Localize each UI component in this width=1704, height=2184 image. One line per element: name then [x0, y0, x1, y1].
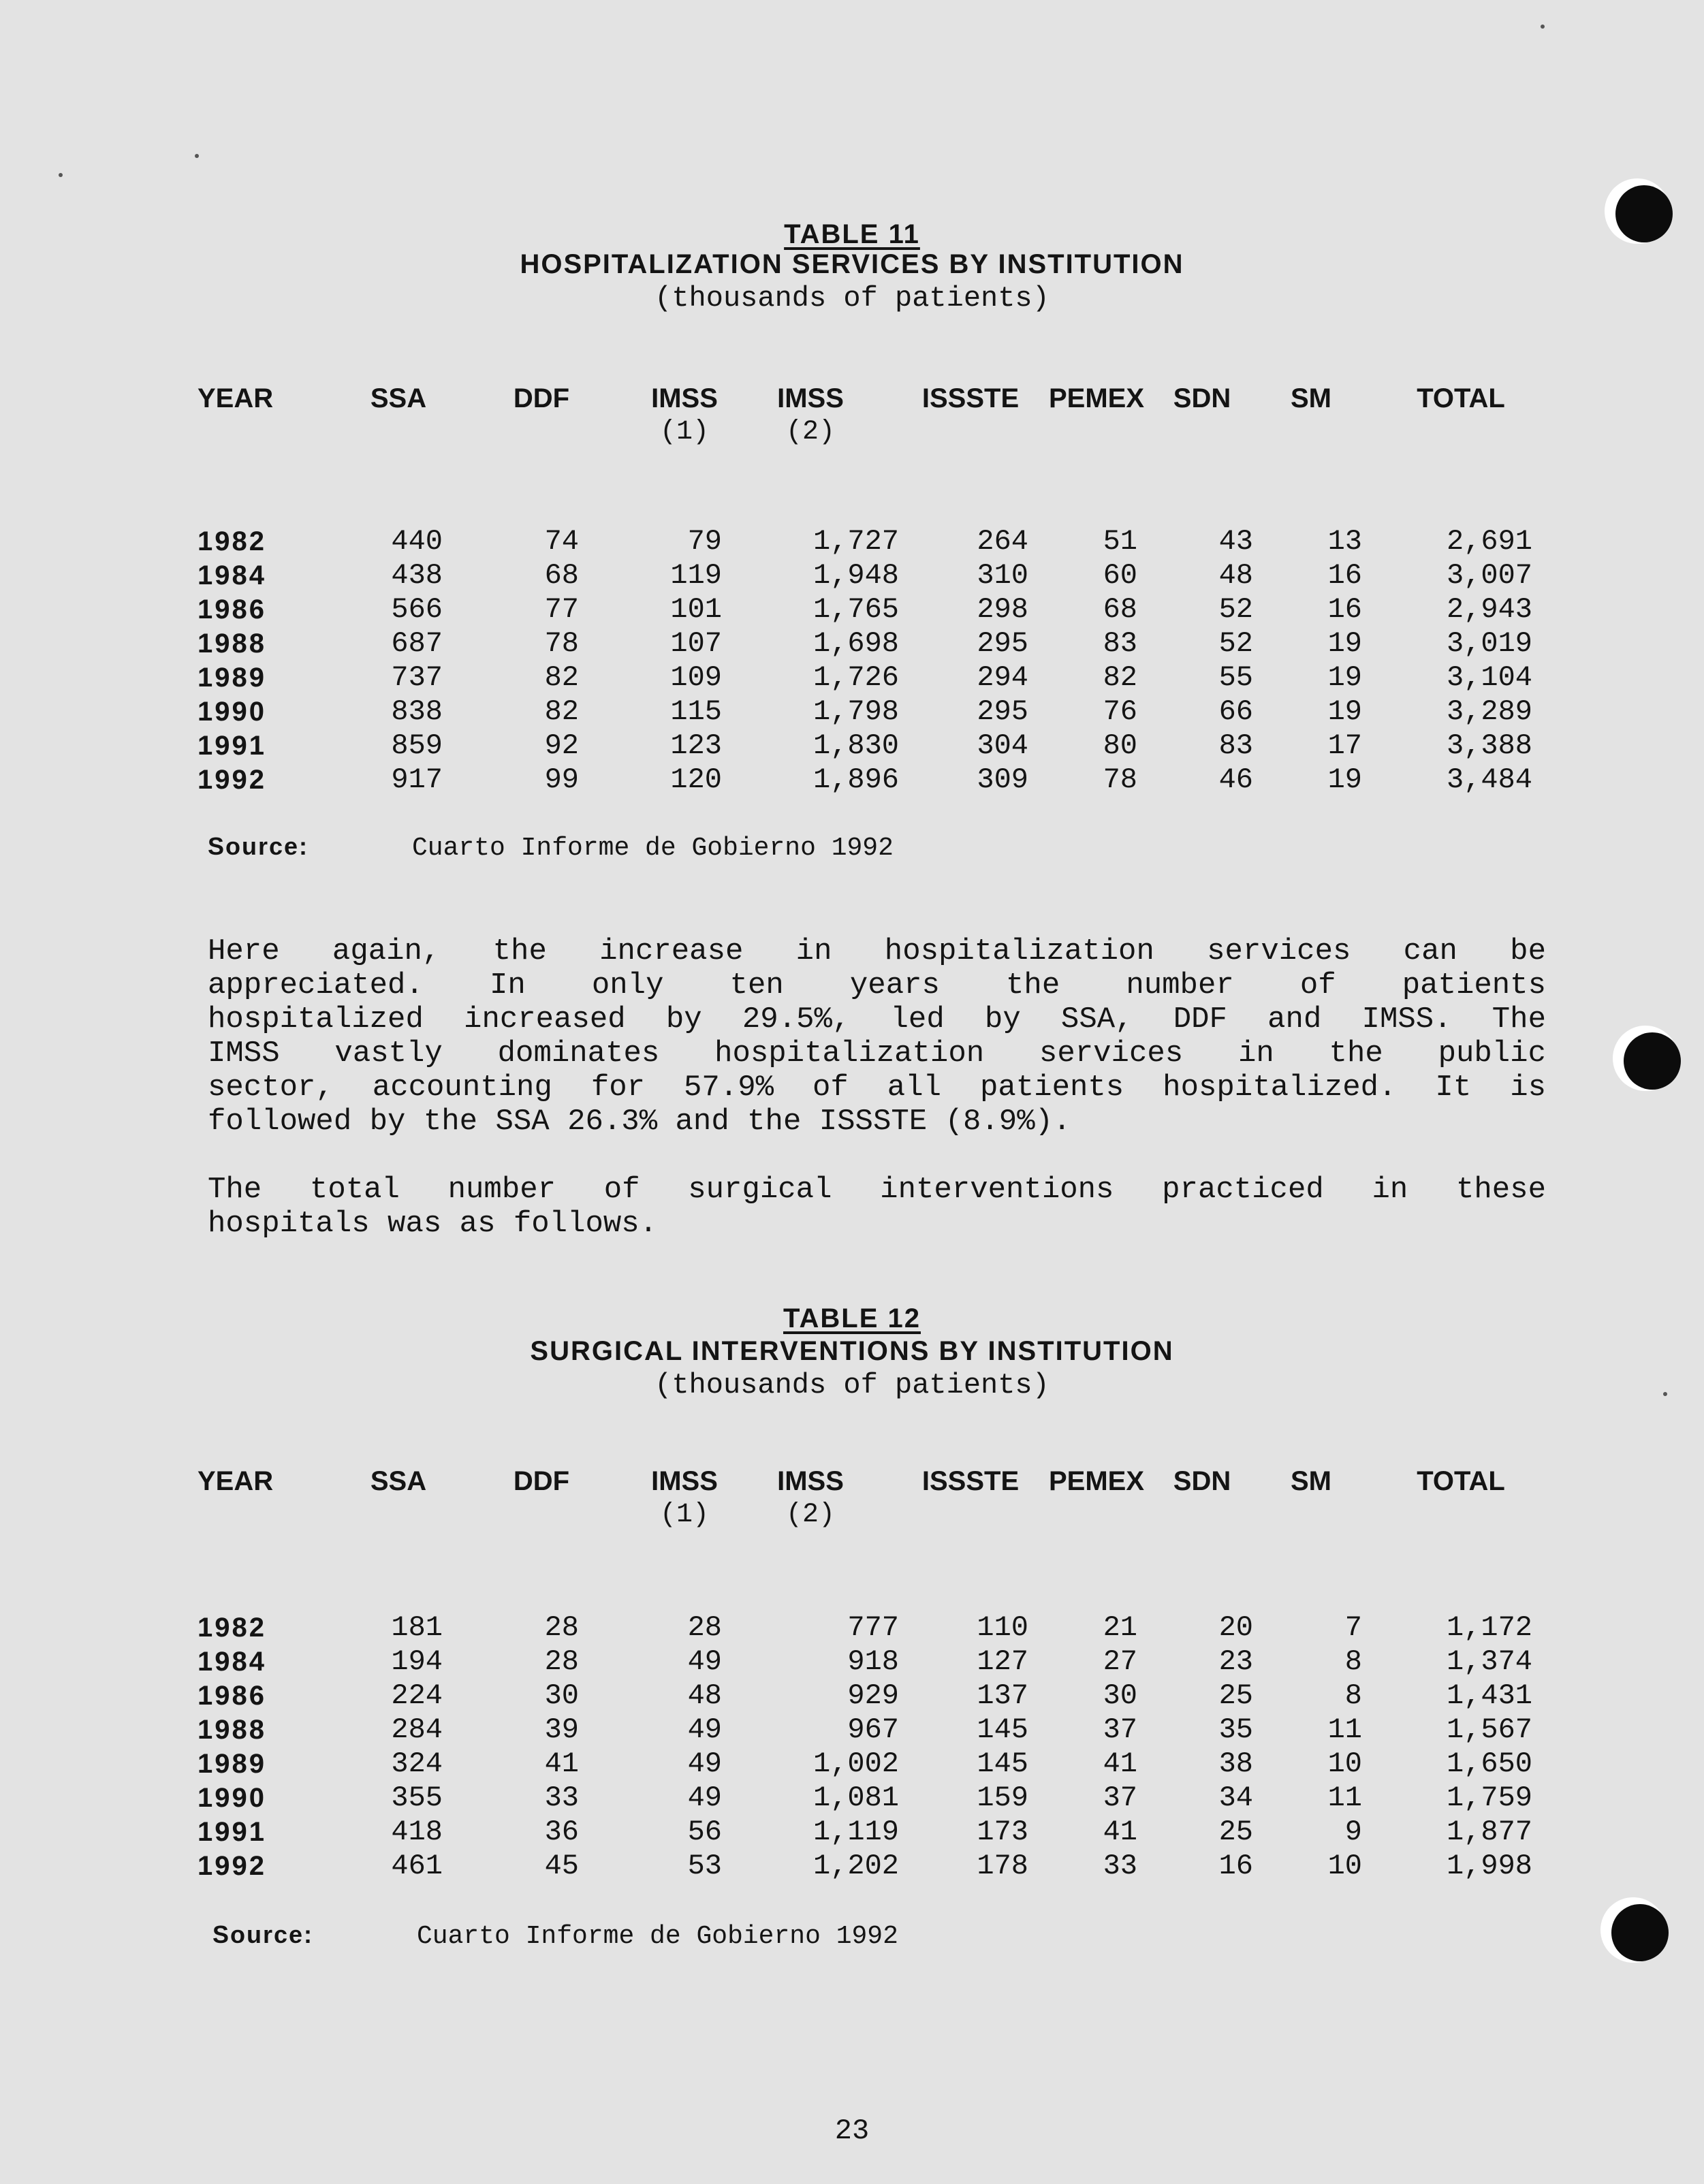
cell-pemex: 21 [1103, 1611, 1137, 1644]
cell-sm: 7 [1344, 1611, 1362, 1644]
cell-year: 1990 [198, 697, 266, 727]
cell-sm: 8 [1344, 1679, 1362, 1712]
cell-imss-1: 49 [687, 1747, 722, 1780]
cell-total: 3,484 [1446, 763, 1532, 796]
cell-sdn: 16 [1218, 1850, 1253, 1882]
cell-issste: 309 [977, 763, 1028, 796]
cell-year: 1982 [198, 526, 266, 556]
cell-year: 1992 [198, 765, 266, 795]
cell-imss-1: 49 [687, 1713, 722, 1746]
punch-hole [1624, 1032, 1681, 1090]
cell-sm: 16 [1327, 593, 1362, 626]
paragraph-line: IMSS vastly dominates hospitalization services in the public [208, 1036, 1546, 1071]
cell-pemex: 60 [1103, 559, 1137, 592]
column-header-label: SSA [370, 1466, 427, 1496]
paragraph-line: appreciated. In only ten years the number of patients [208, 968, 1546, 1002]
table-11-subtitle: (thousands of patients) [654, 282, 1050, 315]
column-header-sub: (2) [785, 1500, 835, 1530]
cell-total: 1,650 [1446, 1747, 1532, 1780]
cell-year: 1991 [198, 731, 266, 761]
cell-total: 2,691 [1446, 525, 1532, 558]
cell-pemex: 83 [1103, 627, 1137, 660]
cell-total: 1,998 [1446, 1850, 1532, 1882]
cell-ssa: 566 [391, 593, 443, 626]
column-header-label: ISSSTE [921, 383, 1020, 413]
cell-issste: 264 [977, 525, 1028, 558]
table-row [198, 1679, 1546, 1713]
cell-ssa: 461 [391, 1850, 443, 1882]
column-header-sub: (1) [659, 1500, 709, 1530]
cell-ddf: 77 [544, 593, 579, 626]
cell-year: 1988 [198, 629, 266, 659]
cell-imss-1: 49 [687, 1782, 722, 1814]
column-header-year [198, 381, 293, 415]
punch-hole [1611, 1904, 1669, 1961]
cell-issste: 137 [977, 1679, 1028, 1712]
cell-issste: 145 [977, 1713, 1028, 1746]
cell-total: 2,943 [1446, 593, 1532, 626]
cell-sdn: 25 [1218, 1816, 1253, 1848]
cell-ddf: 82 [544, 661, 579, 694]
cell-year: 1982 [198, 1613, 266, 1643]
table-11-title: HOSPITALIZATION SERVICES BY INSTITUTION [520, 249, 1184, 279]
cell-imss-1: 107 [670, 627, 722, 660]
table-11-source [208, 832, 894, 863]
table-row [198, 729, 1546, 763]
cell-sm: 16 [1327, 559, 1362, 592]
cell-imss-1: 115 [670, 695, 722, 728]
source-label: Source: [208, 832, 309, 860]
cell-pemex: 80 [1103, 729, 1137, 762]
column-header-sdn [1158, 381, 1246, 415]
column-header-label: PEMEX [1048, 383, 1145, 413]
column-header-ssa [347, 1464, 449, 1498]
table-11-number: TABLE 11 [784, 219, 920, 249]
cell-total: 1,431 [1446, 1679, 1532, 1712]
table-row [198, 524, 1546, 558]
cell-issste: 173 [977, 1816, 1028, 1848]
table-row [198, 1849, 1546, 1883]
table-row [198, 1781, 1546, 1815]
cell-sm: 9 [1344, 1816, 1362, 1848]
source-label: Source: [212, 1920, 314, 1948]
cell-imss-1: 101 [670, 593, 722, 626]
column-header-label: TOTAL [1417, 1466, 1505, 1496]
cell-ssa: 440 [391, 525, 443, 558]
cell-total: 1,877 [1446, 1816, 1532, 1848]
column-header-sdn [1158, 1464, 1246, 1498]
cell-ssa: 355 [391, 1782, 443, 1814]
cell-ddf: 78 [544, 627, 579, 660]
column-header-total [1389, 381, 1532, 415]
cell-ssa: 687 [391, 627, 443, 660]
column-header-label: SDN [1173, 383, 1231, 413]
column-header-imss-2 [756, 1464, 865, 1532]
cell-pemex: 78 [1103, 763, 1137, 796]
column-header-issste [899, 381, 1042, 415]
column-header-label: IMSS [777, 383, 844, 413]
table-12-source [212, 1920, 898, 1951]
cell-issste: 295 [977, 695, 1028, 728]
cell-sdn: 43 [1218, 525, 1253, 558]
column-header-label: PEMEX [1048, 1466, 1145, 1496]
cell-issste: 127 [977, 1645, 1028, 1678]
cell-imss-2: 1,948 [812, 559, 899, 592]
cell-pemex: 33 [1103, 1850, 1137, 1882]
cell-total: 3,388 [1446, 729, 1532, 762]
page-number: 23 [834, 2115, 870, 2147]
table-row [198, 1611, 1546, 1645]
table-row [198, 661, 1546, 695]
paragraph-surgical-intro [208, 1173, 1546, 1241]
column-header-imss-1 [633, 381, 736, 449]
cell-issste: 178 [977, 1850, 1028, 1882]
source-text: Cuarto Informe de Gobierno 1992 [417, 1922, 898, 1951]
column-header-label: IMSS [651, 1466, 718, 1496]
table-row [198, 1815, 1546, 1849]
table-12-title: SURGICAL INTERVENTIONS BY INSTITUTION [530, 1336, 1174, 1366]
cell-sm: 19 [1327, 627, 1362, 660]
cell-sdn: 52 [1218, 593, 1253, 626]
cell-year: 1989 [198, 663, 266, 693]
column-header-year [198, 1464, 293, 1498]
cell-imss-1: 119 [670, 559, 722, 592]
cell-imss-2: 967 [847, 1713, 899, 1746]
cell-sm: 10 [1327, 1850, 1362, 1882]
cell-imss-1: 109 [670, 661, 722, 694]
table-12 [198, 1464, 1546, 1893]
cell-pemex: 68 [1103, 593, 1137, 626]
cell-sdn: 66 [1218, 695, 1253, 728]
column-header-label: ISSSTE [921, 1466, 1020, 1496]
cell-issste: 159 [977, 1782, 1028, 1814]
cell-sdn: 25 [1218, 1679, 1253, 1712]
table-row [198, 627, 1546, 661]
paragraph-line: sector, accounting for 57.9% of all patients hospitalized. It is [208, 1071, 1546, 1105]
cell-total: 1,374 [1446, 1645, 1532, 1678]
table-row [198, 1645, 1546, 1679]
cell-year: 1984 [198, 1647, 266, 1677]
cell-imss-2: 1,698 [812, 627, 899, 660]
cell-sm: 13 [1327, 525, 1362, 558]
table-11 [198, 381, 1546, 804]
cell-pemex: 51 [1103, 525, 1137, 558]
column-header-pemex [1042, 381, 1151, 415]
dust-speck [1541, 25, 1545, 29]
column-header-label: SM [1291, 1466, 1331, 1496]
cell-sdn: 20 [1218, 1611, 1253, 1644]
cell-imss-1: 53 [687, 1850, 722, 1882]
paragraph-hospitalization [208, 934, 1546, 1139]
cell-issste: 310 [977, 559, 1028, 592]
cell-imss-1: 56 [687, 1816, 722, 1848]
table-row [198, 592, 1546, 627]
cell-sdn: 35 [1218, 1713, 1253, 1746]
cell-ddf: 30 [544, 1679, 579, 1712]
column-header-label: SM [1291, 383, 1331, 413]
cell-ddf: 28 [544, 1645, 579, 1678]
cell-imss-1: 79 [687, 525, 722, 558]
column-header-label: YEAR [198, 383, 274, 413]
cell-imss-2: 1,798 [812, 695, 899, 728]
cell-ddf: 33 [544, 1782, 579, 1814]
table-row [198, 1713, 1546, 1747]
cell-ddf: 99 [544, 763, 579, 796]
cell-year: 1991 [198, 1817, 266, 1847]
cell-ssa: 859 [391, 729, 443, 762]
cell-imss-2: 777 [847, 1611, 899, 1644]
cell-sdn: 38 [1218, 1747, 1253, 1780]
column-header-issste [899, 1464, 1042, 1498]
cell-total: 1,172 [1446, 1611, 1532, 1644]
cell-total: 3,104 [1446, 661, 1532, 694]
cell-imss-2: 1,119 [812, 1816, 899, 1848]
column-header-label: TOTAL [1417, 383, 1505, 413]
cell-sdn: 23 [1218, 1645, 1253, 1678]
dust-speck [195, 154, 199, 158]
cell-sm: 11 [1327, 1713, 1362, 1746]
cell-sm: 8 [1344, 1645, 1362, 1678]
cell-total: 1,567 [1446, 1713, 1532, 1746]
cell-year: 1984 [198, 560, 266, 590]
cell-imss-2: 1,896 [812, 763, 899, 796]
cell-imss-2: 1,002 [812, 1747, 899, 1780]
cell-total: 3,007 [1446, 559, 1532, 592]
cell-sm: 19 [1327, 661, 1362, 694]
cell-issste: 294 [977, 661, 1028, 694]
cell-ddf: 68 [544, 559, 579, 592]
cell-ddf: 82 [544, 695, 579, 728]
column-header-label: DDF [513, 383, 570, 413]
cell-issste: 110 [977, 1611, 1028, 1644]
cell-year: 1986 [198, 595, 266, 624]
column-header-ssa [347, 381, 449, 415]
cell-sdn: 83 [1218, 729, 1253, 762]
cell-ddf: 41 [544, 1747, 579, 1780]
cell-imss-1: 123 [670, 729, 722, 762]
cell-sdn: 52 [1218, 627, 1253, 660]
cell-pemex: 82 [1103, 661, 1137, 694]
cell-issste: 145 [977, 1747, 1028, 1780]
cell-sm: 19 [1327, 695, 1362, 728]
column-header-sub: (1) [659, 417, 709, 447]
cell-imss-2: 1,830 [812, 729, 899, 762]
cell-imss-1: 120 [670, 763, 722, 796]
dust-speck [59, 173, 63, 177]
paragraph-line: The total number of surgical interventions practiced in these [208, 1173, 1546, 1207]
cell-ddf: 28 [544, 1611, 579, 1644]
cell-ssa: 917 [391, 763, 443, 796]
cell-year: 1992 [198, 1851, 266, 1881]
cell-pemex: 27 [1103, 1645, 1137, 1678]
column-header-label: DDF [513, 1466, 570, 1496]
cell-year: 1989 [198, 1749, 266, 1779]
cell-ssa: 224 [391, 1679, 443, 1712]
cell-ssa: 737 [391, 661, 443, 694]
paragraph-line: hospitalized increased by 29.5%, led by SSA, DDF and IMSS. The [208, 1002, 1546, 1036]
cell-pemex: 30 [1103, 1679, 1137, 1712]
column-header-label: YEAR [198, 1466, 274, 1496]
cell-imss-2: 1,726 [812, 661, 899, 694]
column-header-sm [1267, 1464, 1355, 1498]
column-header-pemex [1042, 1464, 1151, 1498]
cell-ddf: 45 [544, 1850, 579, 1882]
cell-imss-2: 1,765 [812, 593, 899, 626]
paragraph-line: Here again, the increase in hospitalization services can be [208, 934, 1546, 968]
cell-sm: 19 [1327, 763, 1362, 796]
column-header-label: IMSS [777, 1466, 844, 1496]
cell-ddf: 74 [544, 525, 579, 558]
cell-imss-1: 48 [687, 1679, 722, 1712]
column-header-label: SDN [1173, 1466, 1231, 1496]
cell-ddf: 39 [544, 1713, 579, 1746]
cell-imss-1: 28 [687, 1611, 722, 1644]
cell-ssa: 838 [391, 695, 443, 728]
cell-sm: 17 [1327, 729, 1362, 762]
paragraph-line: hospitals was as follows. [208, 1207, 658, 1241]
cell-ssa: 418 [391, 1816, 443, 1848]
cell-pemex: 76 [1103, 695, 1137, 728]
cell-issste: 295 [977, 627, 1028, 660]
cell-pemex: 41 [1103, 1816, 1137, 1848]
column-header-imss-1 [633, 1464, 736, 1532]
paragraph-line: followed by the SSA 26.3% and the ISSSTE (8.9%). [208, 1105, 1071, 1139]
cell-issste: 304 [977, 729, 1028, 762]
column-header-ddf [497, 1464, 586, 1498]
table-row [198, 695, 1546, 729]
column-header-imss-2 [756, 381, 865, 449]
table-row [198, 1747, 1546, 1781]
cell-year: 1986 [198, 1681, 266, 1711]
cell-total: 3,019 [1446, 627, 1532, 660]
cell-ssa: 181 [391, 1611, 443, 1644]
cell-pemex: 37 [1103, 1782, 1137, 1814]
source-text: Cuarto Informe de Gobierno 1992 [412, 834, 894, 863]
cell-imss-2: 929 [847, 1679, 899, 1712]
column-header-sm [1267, 381, 1355, 415]
column-header-total [1389, 1464, 1532, 1498]
cell-ssa: 438 [391, 559, 443, 592]
table-row [198, 558, 1546, 592]
cell-issste: 298 [977, 593, 1028, 626]
column-header-sub: (2) [785, 417, 835, 447]
column-header-label: IMSS [651, 383, 718, 413]
column-header-label: SSA [370, 383, 427, 413]
cell-pemex: 41 [1103, 1747, 1137, 1780]
column-header-ddf [497, 381, 586, 415]
cell-ssa: 284 [391, 1713, 443, 1746]
cell-imss-2: 918 [847, 1645, 899, 1678]
cell-ddf: 92 [544, 729, 579, 762]
cell-imss-2: 1,727 [812, 525, 899, 558]
cell-ssa: 324 [391, 1747, 443, 1780]
cell-sdn: 48 [1218, 559, 1253, 592]
table-12-subtitle: (thousands of patients) [654, 1369, 1050, 1402]
cell-total: 1,759 [1446, 1782, 1532, 1814]
cell-year: 1990 [198, 1783, 266, 1813]
table-12-number: TABLE 12 [783, 1303, 921, 1333]
cell-ssa: 194 [391, 1645, 443, 1678]
cell-sdn: 55 [1218, 661, 1253, 694]
cell-sdn: 46 [1218, 763, 1253, 796]
cell-imss-1: 49 [687, 1645, 722, 1678]
cell-year: 1988 [198, 1715, 266, 1745]
cell-sm: 11 [1327, 1782, 1362, 1814]
cell-pemex: 37 [1103, 1713, 1137, 1746]
cell-imss-2: 1,202 [812, 1850, 899, 1882]
cell-sdn: 34 [1218, 1782, 1253, 1814]
cell-total: 3,289 [1446, 695, 1532, 728]
cell-imss-2: 1,081 [812, 1782, 899, 1814]
table-row [198, 763, 1546, 797]
cell-sm: 10 [1327, 1747, 1362, 1780]
cell-ddf: 36 [544, 1816, 579, 1848]
